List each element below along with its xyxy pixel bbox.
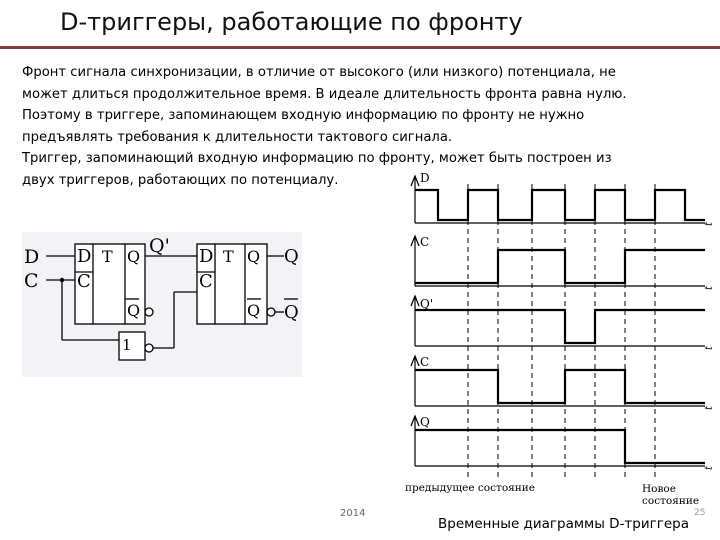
input-d-label: D [24,246,40,268]
ff1-qbar-label: Q [127,301,141,320]
text-line: Фронт сигнала синхронизации, в отличие от высокого (или низкого) потенциала, не [22,65,616,80]
flipflop-schematic [22,232,302,377]
ff2-c-label: C [199,271,213,292]
new-state-label-1: Новое [642,483,676,495]
text-line: двух триггеров, работающих по потенциалу. [22,172,339,188]
time-marker-q: t [704,465,715,470]
text-line: предъявлять требования к длительности тактового сигнала. [22,129,453,145]
new-state-label-2: состояние [642,495,700,507]
page-title: D-триггеры, работающие по фронту [60,8,523,36]
text-line: Поэтому в триггере, запоминающем входную информацию по фронту не нужно [22,108,585,123]
out-qbar-label: Q [284,302,299,323]
ff1-t-label: T [102,247,113,266]
text-line: может длиться продолжительное время. В идеале длительность фронта равна нулю. [22,86,627,102]
ff2-qbar-label: Q [247,301,261,320]
signal-label-d: D [420,171,430,185]
title-divider [0,46,720,49]
ff2-d-label: D [199,246,214,267]
ff1-q-label: Q [127,247,141,266]
signal-label-q: Q [420,415,430,429]
timing-diagram [400,168,720,518]
signal-label-c-inverted: C [420,355,430,369]
time-marker-c: t [704,285,715,290]
ff2-t-label: T [223,247,234,266]
footer-year: 2014 [340,508,366,519]
input-c-label: C [24,270,39,292]
time-marker-q-prime: t [704,345,715,350]
inverter-label: 1 [122,336,132,354]
time-marker-c-inverted: t [704,405,715,410]
ff2-q-label: Q [247,247,261,266]
figure-caption: Временные диаграммы D-триггера [438,516,689,532]
time-marker-d: t [704,221,715,226]
signal-label-c: C [420,235,430,249]
text-line: Триггер, запоминающий входную информацию по фронту, может быть построен из [22,151,612,166]
ff1-c-label: C [77,271,91,292]
signal-label-q-prime: Q' [420,297,434,311]
out-q-label: Q [284,246,299,267]
q-prime-label: Q' [149,235,170,257]
ff1-d-label: D [77,246,92,267]
prev-state-label: предыдущее состояние [405,482,535,494]
page-number: 25 [694,508,706,518]
